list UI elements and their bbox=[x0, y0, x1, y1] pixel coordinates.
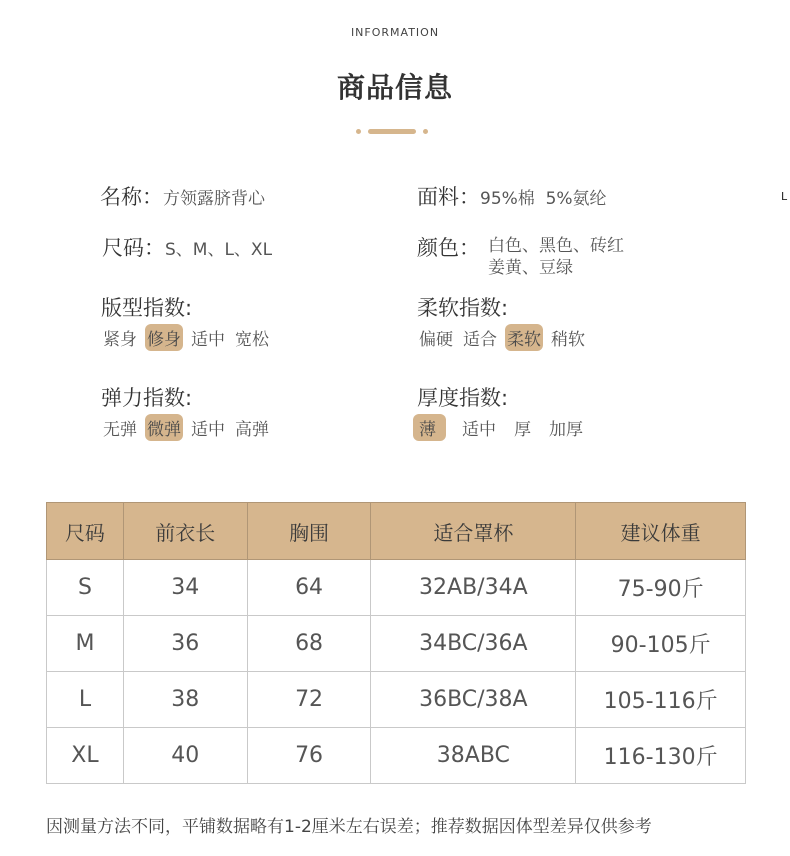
fit-index-label: 版型指数: bbox=[101, 296, 193, 320]
table-cell: 38ABC bbox=[371, 728, 576, 784]
size-label: 尺码： bbox=[102, 236, 165, 260]
softness-option: 偏硬 bbox=[419, 330, 453, 350]
table-cell: 32AB/34A bbox=[371, 560, 576, 616]
thickness-option: 薄 bbox=[413, 414, 446, 441]
table-cell: 36BC/38A bbox=[371, 672, 576, 728]
table-cell: L bbox=[47, 672, 124, 728]
color-value bbox=[488, 235, 668, 279]
elasticity-option: 微弹 bbox=[145, 414, 183, 441]
table-header-cell: 建议体重 bbox=[576, 503, 746, 560]
edge-text: L bbox=[781, 190, 788, 203]
table-cell: 68 bbox=[247, 616, 371, 672]
thickness-index-options bbox=[413, 414, 599, 441]
table-header-cell: 前衣长 bbox=[123, 503, 247, 560]
info-size bbox=[102, 232, 272, 262]
softness-index bbox=[417, 292, 593, 351]
fit-option: 宽松 bbox=[235, 330, 269, 350]
fabric-value: 95%棉 5%氨纶 bbox=[480, 189, 607, 209]
elasticity-index bbox=[101, 382, 277, 441]
name-label: 名称： bbox=[100, 185, 163, 209]
elasticity-option: 适中 bbox=[191, 420, 225, 440]
section-eyebrow: INFORMATION bbox=[350, 26, 440, 39]
table-cell: XL bbox=[47, 728, 124, 784]
table-cell: 76 bbox=[247, 728, 371, 784]
table-cell: 40 bbox=[123, 728, 247, 784]
thickness-option: 厚 bbox=[514, 420, 531, 440]
table-header-cell: 胸围 bbox=[247, 503, 371, 560]
title-divider-dot-right bbox=[423, 129, 428, 134]
table-row bbox=[47, 728, 746, 784]
table-cell: S bbox=[47, 560, 124, 616]
size-chart-table bbox=[46, 502, 746, 784]
table-body bbox=[47, 560, 746, 784]
color-value-line-1: 白色、黑色、砖红 bbox=[488, 236, 624, 256]
table-cell: M bbox=[47, 616, 124, 672]
softness-index-options bbox=[417, 324, 593, 351]
page-title: 商品信息 bbox=[336, 71, 453, 104]
table-header-cell: 适合罩杯 bbox=[371, 503, 576, 560]
table-cell: 105-116斤 bbox=[576, 672, 746, 728]
softness-index-label: 柔软指数: bbox=[417, 296, 509, 320]
fabric-label: 面料： bbox=[417, 185, 480, 209]
fit-index-options bbox=[101, 324, 277, 351]
title-divider-dot-left bbox=[356, 129, 361, 134]
thickness-index bbox=[413, 382, 599, 441]
table-row bbox=[47, 560, 746, 616]
color-label: 颜色： bbox=[417, 236, 480, 260]
elasticity-option: 高弹 bbox=[235, 420, 269, 440]
thickness-option: 加厚 bbox=[549, 420, 583, 440]
table-cell: 90-105斤 bbox=[576, 616, 746, 672]
table-cell: 34BC/36A bbox=[371, 616, 576, 672]
measurement-footnote: 因测量方法不同，平铺数据略有1-2厘米左右误差；推荐数据因体型差异仅供参考 bbox=[46, 817, 652, 837]
table-row bbox=[47, 672, 746, 728]
info-fabric bbox=[417, 181, 607, 211]
table-row bbox=[47, 616, 746, 672]
fit-option: 紧身 bbox=[103, 330, 137, 350]
table-header-cell: 尺码 bbox=[47, 503, 124, 560]
fit-option: 适中 bbox=[191, 330, 225, 350]
table-header-row bbox=[47, 503, 746, 560]
table-cell: 75-90斤 bbox=[576, 560, 746, 616]
softness-option: 柔软 bbox=[505, 324, 543, 351]
info-name bbox=[100, 181, 265, 211]
title-divider-bar bbox=[368, 129, 416, 134]
name-value: 方领露脐背心 bbox=[163, 189, 265, 209]
fit-option: 修身 bbox=[145, 324, 183, 351]
table-cell: 64 bbox=[247, 560, 371, 616]
elasticity-option: 无弹 bbox=[103, 420, 137, 440]
elasticity-index-options bbox=[101, 414, 277, 441]
table-cell: 116-130斤 bbox=[576, 728, 746, 784]
table-cell: 36 bbox=[123, 616, 247, 672]
elasticity-index-label: 弹力指数: bbox=[101, 386, 193, 410]
softness-option: 适合 bbox=[463, 330, 497, 350]
softness-option: 稍软 bbox=[551, 330, 585, 350]
fit-index bbox=[101, 292, 277, 351]
info-color bbox=[417, 232, 624, 278]
table-cell: 38 bbox=[123, 672, 247, 728]
color-value-line-2: 姜黄、豆绿 bbox=[488, 258, 573, 278]
size-value: S、M、L、XL bbox=[165, 240, 273, 260]
table-cell: 34 bbox=[123, 560, 247, 616]
thickness-index-label: 厚度指数: bbox=[417, 386, 509, 410]
table-cell: 72 bbox=[247, 672, 371, 728]
thickness-option: 适中 bbox=[462, 420, 496, 440]
